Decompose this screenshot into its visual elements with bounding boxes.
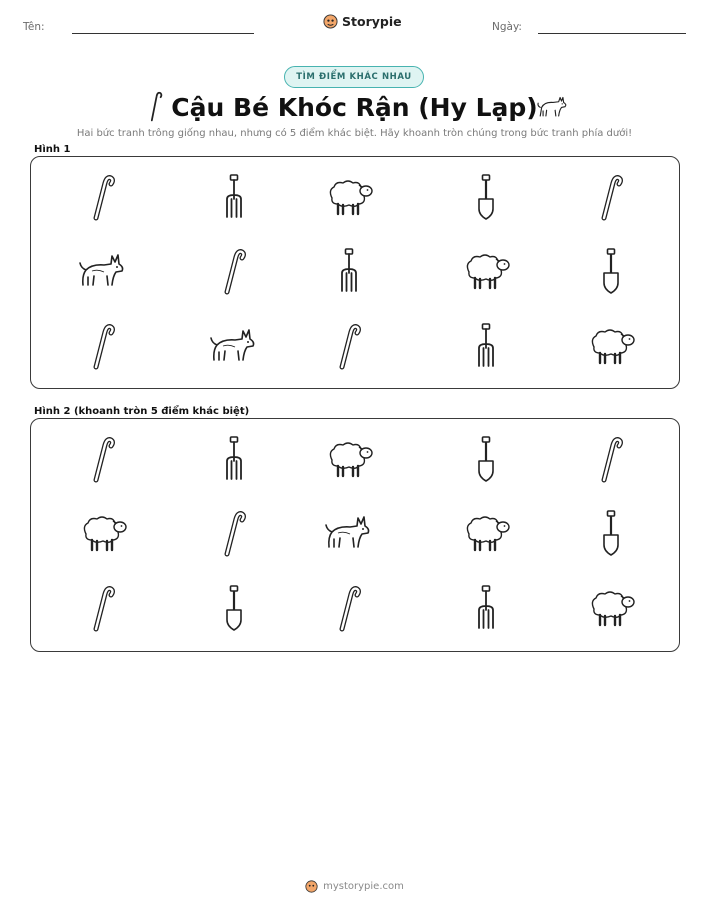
pitchfork-icon[interactable]: [204, 429, 264, 489]
cane-icon[interactable]: [73, 578, 133, 638]
sheep-icon[interactable]: [319, 167, 379, 227]
cane-icon[interactable]: [319, 316, 379, 376]
activity-badge: TÌM ĐIỂM KHÁC NHAU: [284, 66, 424, 88]
pitchfork-icon[interactable]: [319, 241, 379, 301]
sheep-icon[interactable]: [73, 503, 133, 563]
cane-icon[interactable]: [73, 429, 133, 489]
sheep-icon[interactable]: [581, 578, 641, 638]
pitchfork-icon[interactable]: [456, 316, 516, 376]
cane-icon[interactable]: [319, 578, 379, 638]
sheep-icon[interactable]: [456, 241, 516, 301]
picture2-label: Hình 2 (khoanh tròn 5 điểm khác biệt): [34, 406, 250, 417]
footer-mascot-icon: [305, 880, 318, 893]
storypie-mascot-icon: [323, 14, 338, 29]
cane-icon[interactable]: [204, 241, 264, 301]
title-wolf-icon: [536, 91, 570, 121]
cane-icon[interactable]: [581, 167, 641, 227]
shovel-icon[interactable]: [204, 578, 264, 638]
sheep-icon[interactable]: [456, 503, 516, 563]
shovel-icon[interactable]: [456, 429, 516, 489]
wolf-icon[interactable]: [73, 241, 133, 301]
sheep-icon[interactable]: [319, 429, 379, 489]
sheep-icon[interactable]: [581, 316, 641, 376]
cane-icon[interactable]: [73, 316, 133, 376]
picture1-label: Hình 1: [34, 144, 71, 155]
pitchfork-icon[interactable]: [204, 167, 264, 227]
shovel-icon[interactable]: [581, 503, 641, 563]
cane-icon[interactable]: [204, 503, 264, 563]
wolf-icon[interactable]: [319, 503, 379, 563]
cane-icon[interactable]: [73, 167, 133, 227]
name-line[interactable]: [72, 33, 254, 34]
picture2-panel[interactable]: [30, 418, 680, 652]
footer-url: mystorypie.com: [323, 881, 404, 892]
pitchfork-icon[interactable]: [456, 578, 516, 638]
picture1-panel[interactable]: [30, 156, 680, 389]
shovel-icon[interactable]: [456, 167, 516, 227]
brand-logo: [323, 14, 402, 29]
date-label: Ngày:: [492, 21, 522, 33]
wolf-icon[interactable]: [204, 316, 264, 376]
cane-icon[interactable]: [581, 429, 641, 489]
name-label: Tên:: [23, 21, 45, 33]
instructions: Hai bức tranh trông giống nhau, nhưng có 5 điểm khác biệt. Hãy khoanh tròn chúng trong bức tranh phía dưới!: [76, 128, 633, 139]
footer: [0, 880, 709, 893]
page-title: Cậu Bé Khóc Rận (Hy Lạp): [171, 93, 538, 122]
date-line[interactable]: [538, 33, 686, 34]
shovel-icon[interactable]: [581, 241, 641, 301]
brand-name: Storypie: [342, 14, 402, 29]
